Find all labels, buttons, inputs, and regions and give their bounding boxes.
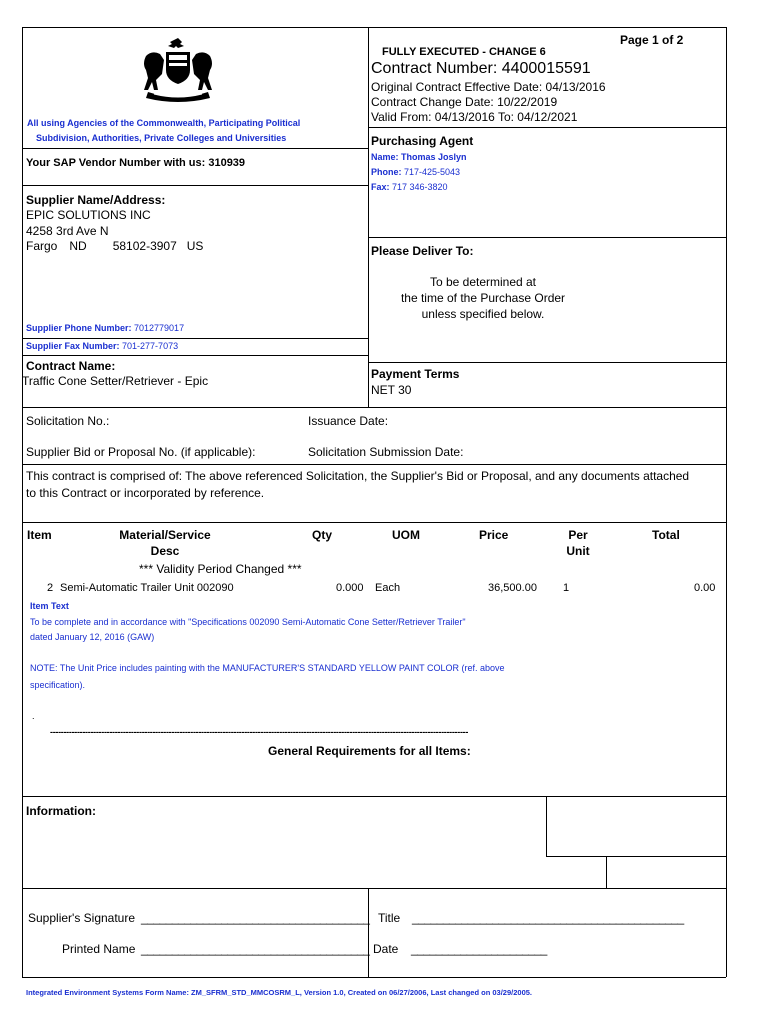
rule-agencies-bottom — [22, 148, 368, 149]
information-title: Information: — [26, 804, 96, 818]
supplier-phone-value: 7012779017 — [134, 323, 185, 333]
supplier-state: ND — [69, 239, 87, 253]
agent-fax — [371, 182, 448, 192]
item-text-title: Item Text — [30, 601, 69, 611]
frame-left — [22, 27, 23, 977]
col-per-unit — [555, 528, 601, 558]
frame-bottom — [22, 977, 726, 978]
item-text-line-2: dated January 12, 2016 (GAW) — [30, 632, 155, 642]
rule-phone-bottom — [22, 338, 368, 339]
col-material-line-2: Desc — [150, 544, 180, 558]
dashed-separator: ----------------------------------------------------------------------------------------------------------------------------------------------------------- — [50, 727, 469, 737]
comprised-line-2: to this Contract or incorporated by reference. — [26, 486, 265, 500]
row-total: 0.00 — [694, 582, 716, 594]
solicitation-no: Solicitation No.: — [26, 414, 110, 428]
coat-of-arms-seal — [136, 36, 220, 102]
rule-agent-bottom — [368, 237, 726, 238]
comprised-line-1: This contract is comprised of: The above referenced Solicitation, the Supplier's Bid or Proposal, and any documents attached — [26, 469, 690, 483]
supplier-signature-line[interactable]: _____________________________________ — [141, 911, 370, 925]
deliver-line-3: unless specified below. — [421, 307, 545, 321]
info-inner-rule — [546, 856, 726, 857]
info-divider-1 — [546, 796, 547, 856]
contract-name-value: Traffic Cone Setter/Retriever - Epic — [22, 374, 209, 388]
deliver-line-1: To be determined at — [429, 275, 537, 289]
supplier-fax-label: Supplier Fax Number: — [26, 341, 123, 351]
signature-divider — [368, 888, 369, 977]
header-divider — [368, 27, 369, 407]
agent-name-value: Thomas Joslyn — [401, 152, 467, 162]
agencies-line-1: All using Agencies of the Commonwealth, Participating Political — [27, 118, 301, 128]
note-line-1: NOTE: The Unit Price includes painting with the MANUFACTURER'S STANDARD YELLOW PAINT COLOR (ref. above — [30, 663, 505, 673]
validity-changed: *** Validity Period Changed *** — [139, 562, 302, 576]
supplier-signature-label: Supplier's Signature — [28, 911, 136, 925]
payment-terms-value: NET 30 — [371, 383, 412, 397]
contract-number: Contract Number: 4400015591 — [371, 60, 591, 77]
supplier-name: EPIC SOLUTIONS INC — [26, 208, 151, 222]
contract-name-title: Contract Name: — [26, 359, 116, 373]
effective-date: Original Contract Effective Date: 04/13/2016 — [371, 80, 606, 94]
rule-table-top — [22, 522, 726, 523]
supplier-fax — [26, 341, 178, 351]
valid-dates: Valid From: 04/13/2016 To: 04/12/2021 — [371, 110, 578, 124]
page-number: Page 1 of 2 — [620, 33, 684, 47]
rule-deliver-bottom — [368, 362, 726, 363]
title-label: Title — [378, 911, 401, 925]
supplier-phone — [26, 323, 184, 333]
row-per: 1 — [563, 582, 570, 594]
agent-phone — [371, 167, 460, 177]
frame-right — [726, 27, 727, 977]
col-qty: Qty — [312, 528, 333, 542]
agent-fax-value: 717 346-3820 — [392, 182, 448, 192]
supplier-city: Fargo — [26, 239, 58, 253]
agencies-line-2: Subdivision, Authorities, Private Colleges and Universities — [36, 133, 287, 143]
title-line[interactable]: ____________________________________________ — [412, 911, 684, 925]
item-text-line-1: To be complete and in accordance with "Specifications 002090 Semi-Automatic Cone Setter/Retriever Trailer" — [30, 617, 466, 627]
execution-status: FULLY EXECUTED - CHANGE 6 — [382, 46, 546, 58]
info-divider-2 — [606, 856, 607, 888]
supplier-fax-value: 701-277-7073 — [122, 341, 179, 351]
dot-mark: . — [32, 711, 35, 721]
supplier-phone-label: Supplier Phone Number: — [26, 323, 135, 333]
footer-form-name: Integrated Environment Systems Form Name: ZM_SFRM_STD_MMCOSRM_L, Version 1.0, Created on 06/27/2006, Last changed on 03/29/2005. — [26, 988, 532, 997]
rule-comprised-top — [22, 464, 726, 465]
general-requirements: General Requirements for all Items: — [268, 744, 471, 758]
deliver-text — [368, 275, 598, 321]
change-date: Contract Change Date: 10/22/2019 — [371, 95, 558, 109]
row-description: Semi-Automatic Trailer Unit 002090 — [60, 582, 234, 594]
issuance-date: Issuance Date: — [308, 414, 389, 428]
supplier-country: US — [186, 239, 204, 253]
vendor-number: Your SAP Vendor Number with us: 310939 — [26, 157, 246, 169]
note-line-2: specification). — [30, 680, 86, 690]
payment-terms-title: Payment Terms — [371, 367, 460, 381]
row-price: 36,500.00 — [488, 582, 537, 594]
rule-header-bottom — [22, 407, 726, 408]
date-line[interactable]: ______________________ — [411, 942, 547, 956]
deliver-title: Please Deliver To: — [371, 244, 474, 258]
col-per-line-1: Per — [568, 528, 588, 542]
col-material-line-1: Material/Service — [119, 528, 211, 542]
date-label: Date — [373, 942, 399, 956]
col-per-line-2: Unit — [566, 544, 590, 558]
agent-name-label: Name: — [371, 152, 402, 162]
agent-phone-label: Phone: — [371, 167, 404, 177]
row-uom: Each — [375, 582, 401, 594]
supplier-street: 4258 3rd Ave N — [26, 224, 109, 238]
supplier-city-line — [26, 239, 203, 253]
agent-phone-value: 717-425-5043 — [404, 167, 461, 177]
supplier-bid: Supplier Bid or Proposal No. (if applicable): — [26, 445, 256, 459]
purchasing-agent-title: Purchasing Agent — [371, 134, 474, 148]
col-material — [100, 528, 230, 558]
rule-vendor-bottom — [22, 185, 368, 186]
col-uom: UOM — [392, 528, 420, 542]
agent-fax-label: Fax: — [371, 182, 393, 192]
printed-name-line[interactable]: _____________________________________ — [141, 942, 370, 956]
col-item: Item — [27, 528, 52, 542]
submission-date: Solicitation Submission Date: — [308, 445, 464, 459]
col-price: Price — [479, 528, 509, 542]
frame-top — [22, 27, 726, 28]
supplier-title: Supplier Name/Address: — [26, 193, 166, 207]
agent-name — [371, 152, 467, 162]
rule-fax-bottom — [22, 355, 368, 356]
supplier-zip: 58102-3907 — [112, 239, 177, 253]
rule-valid-bottom — [368, 127, 726, 128]
printed-name-label: Printed Name — [62, 942, 136, 956]
rule-info-top — [22, 796, 726, 797]
row-qty: 0.000 — [336, 582, 364, 594]
deliver-line-2: the time of the Purchase Order — [400, 291, 566, 305]
rule-info-bottom — [22, 888, 726, 889]
col-total: Total — [652, 528, 680, 542]
row-item-number: 2 — [47, 582, 54, 594]
